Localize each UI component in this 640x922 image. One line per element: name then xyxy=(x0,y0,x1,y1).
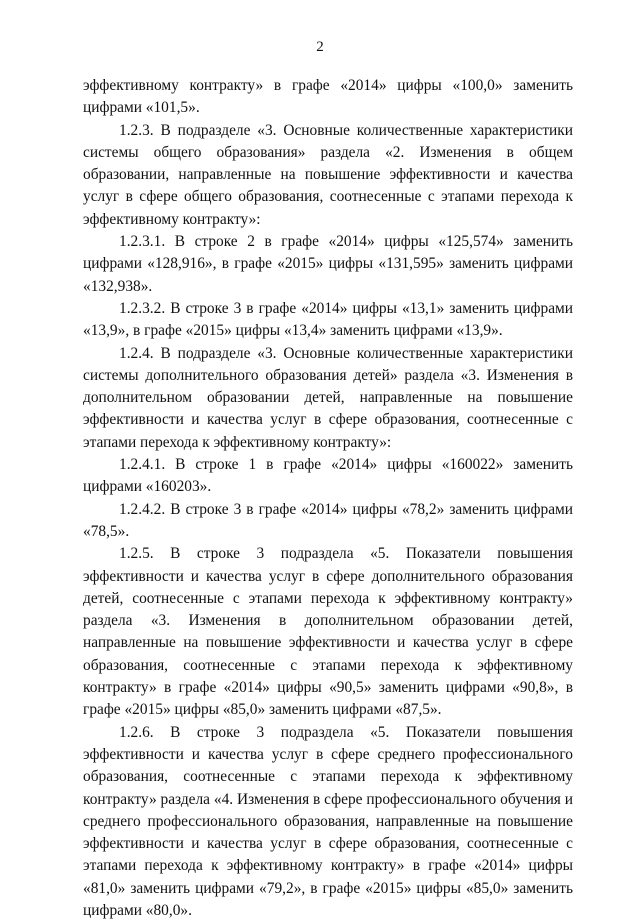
paragraph-1-2-3-1: 1.2.3.1. В строке 2 в графе «2014» цифры «125,574» заменить цифрами «128,916», в графе «2015» цифры «131,595» заменить цифрами «132,938». xyxy=(83,233,573,295)
paragraph-1-2-4: 1.2.4. В подразделе «3. Основные количественные характеристики системы дополнительного образования детей» раздела «3. Изменения в дополнительном образовании детей, направленные на повышение эффективности и качества услуг в сфере образования, соотнесенные с этапами перехода к эффективному контракту»: xyxy=(83,344,573,451)
paragraph-1-2-3-2: 1.2.3.2. В строке 3 в графе «2014» цифры «13,1» заменить цифрами «13,9», в графе «2015» цифры «13,4» заменить цифрами «13,9». xyxy=(83,299,573,340)
paragraph-1-2-3: 1.2.3. В подразделе «3. Основные количественные характеристики системы общего образования» раздела «2. Изменения в общем образовании, направленные на повышение эффективности и качества услуг в сфере общего образования, соотнесенные с этапами перехода к эффективному контракту»: xyxy=(83,121,573,228)
paragraph-1-2-4-2: 1.2.4.2. В строке 3 в графе «2014» цифры «78,2» заменить цифрами «78,5». xyxy=(83,500,573,540)
page-number: 2 xyxy=(316,39,324,55)
paragraph-1-2-5: 1.2.5. В строке 3 подраздела «5. Показатели повышения эффективности и качества услуг в сфере дополнительного образования детей, соотнесенные с этапами перехода к эффективному контракту» раздела «3. Изменения в дополнительном образовании детей, направленные на повышение эффективности и качества услуг в сфере образования, соотнесенные с этапами перехода к эффективному контракту» в графе «2014» цифры «90,5» заменить цифрами «90,8», в графе «2015» цифры «85,0» заменить цифрами «87,5». xyxy=(83,545,573,719)
paragraph-continuation: эффективному контракту» в графе «2014» цифры «100,0» заменить цифрами «101,5». xyxy=(83,77,573,117)
paragraph-1-2-6: 1.2.6. В строке 3 подраздела «5. Показатели повышения эффективности и качества услуг в сфере среднего профессионального образования, соотнесенные с этапами перехода к эффективному контракту» раздела «4. Изменения в сфере профессионального обучения и среднего профессионального образования, направленные на повышение эффективности и качества услуг в сфере образования, соотнесенные с этапами перехода к эффективному контракту» в графе «2014» цифры «81,0» заменить цифрами «79,2», в графе «2015» цифры «85,0» заменить цифрами «80,0». xyxy=(83,723,573,919)
document-body xyxy=(83,75,573,922)
paragraph-1-2-4-1: 1.2.4.1. В строке 1 в графе «2014» цифры «160022» заменить цифрами «160203». xyxy=(83,456,573,496)
